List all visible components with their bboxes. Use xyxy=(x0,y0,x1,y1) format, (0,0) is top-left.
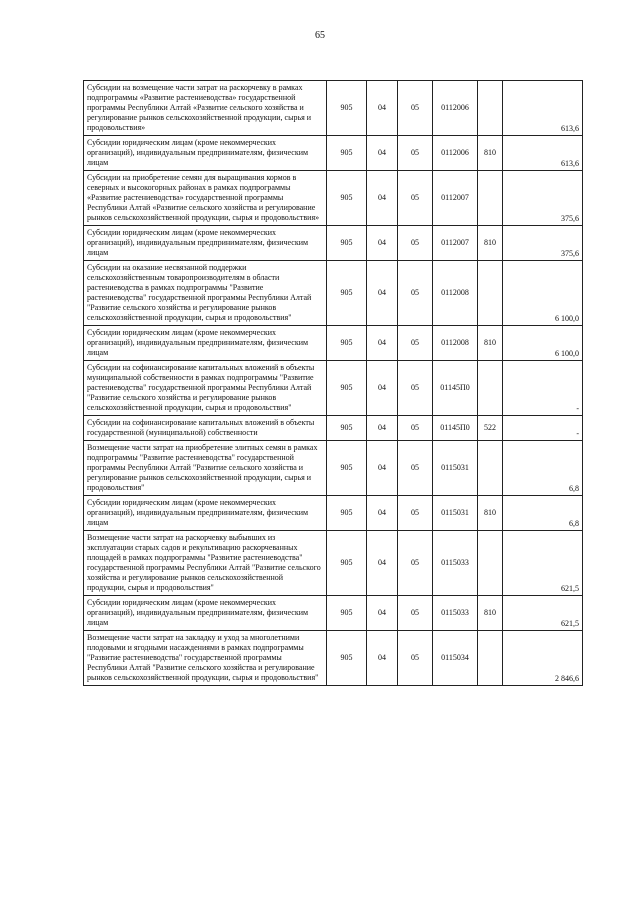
expense-type-code: 810 xyxy=(478,226,503,261)
target-article-code: 0112008 xyxy=(433,326,478,361)
ministry-code: 905 xyxy=(327,416,367,441)
subsection-code: 05 xyxy=(398,361,433,416)
subsection-code: 05 xyxy=(398,226,433,261)
item-name: Субсидии юридическим лицам (кроме некоммерческих организаций), индивидуальным предпринимателям, физическим лицам xyxy=(84,226,327,261)
expense-type-code: 810 xyxy=(478,136,503,171)
expense-type-code xyxy=(478,361,503,416)
ministry-code: 905 xyxy=(327,531,367,596)
ministry-code: 905 xyxy=(327,81,367,136)
section-code: 04 xyxy=(367,596,398,631)
subsection-code: 05 xyxy=(398,631,433,686)
target-article-code: 0112008 xyxy=(433,261,478,326)
item-name: Субсидии на приобретение семян для выращивания кормов в северных и высокогорных районах в рамках подпрограммы «Развитие растениеводства» государственной программы Республики Алтай «Развитие сельского хозяйства и регулирование рынков сельскохозяйственной продукции, сырья и продовольствия» xyxy=(84,171,327,226)
item-name: Субсидии юридическим лицам (кроме некоммерческих организаций), индивидуальным предпринимателям, физическим лицам xyxy=(84,496,327,531)
ministry-code: 905 xyxy=(327,361,367,416)
expense-type-code: 810 xyxy=(478,596,503,631)
amount: 375,6 xyxy=(503,171,583,226)
section-code: 04 xyxy=(367,136,398,171)
amount: 2 846,6 xyxy=(503,631,583,686)
amount: 613,6 xyxy=(503,81,583,136)
table-row xyxy=(84,261,583,326)
section-code: 04 xyxy=(367,416,398,441)
amount: 6,8 xyxy=(503,441,583,496)
item-name: Субсидии на оказание несвязанной поддержки сельскохозяйственным товаропроизводителям в области растениеводства в рамках подпрограммы "Развитие растениеводства" государственной программы Республики Алтай "Развитие сельского хозяйства и регулирование рынков сельскохозяйственной продукции, сырья и продовольствия" xyxy=(84,261,327,326)
expense-type-code xyxy=(478,171,503,226)
amount: 375,6 xyxy=(503,226,583,261)
item-name: Субсидии на софинансирование капитальных вложений в объекты государственной (муниципальной) собственности xyxy=(84,416,327,441)
section-code: 04 xyxy=(367,361,398,416)
ministry-code: 905 xyxy=(327,136,367,171)
amount: 621,5 xyxy=(503,531,583,596)
section-code: 04 xyxy=(367,496,398,531)
amount: 6 100,0 xyxy=(503,261,583,326)
section-code: 04 xyxy=(367,441,398,496)
ministry-code: 905 xyxy=(327,631,367,686)
subsection-code: 05 xyxy=(398,416,433,441)
item-name: Субсидии на софинансирование капитальных вложений в объекты муниципальной собственности в рамках подпрограммы "Развитие растениеводства" государственной программы Республики Алтай "Развитие сельского хозяйства и регулирование рынков сельскохозяйственной продукции, сырья и продовольствия" xyxy=(84,361,327,416)
table-row xyxy=(84,596,583,631)
target-article-code: 0115031 xyxy=(433,496,478,531)
amount: - xyxy=(503,361,583,416)
target-article-code: 0112006 xyxy=(433,136,478,171)
amount: 613,6 xyxy=(503,136,583,171)
ministry-code: 905 xyxy=(327,441,367,496)
budget-table xyxy=(83,80,583,686)
target-article-code: 0115033 xyxy=(433,531,478,596)
subsection-code: 05 xyxy=(398,171,433,226)
target-article-code: 0112006 xyxy=(433,81,478,136)
target-article-code: 0112007 xyxy=(433,226,478,261)
amount: 6 100,0 xyxy=(503,326,583,361)
table-row xyxy=(84,361,583,416)
table-row xyxy=(84,171,583,226)
table-row xyxy=(84,531,583,596)
amount: 6,8 xyxy=(503,496,583,531)
target-article-code: 0112007 xyxy=(433,171,478,226)
ministry-code: 905 xyxy=(327,261,367,326)
amount: 621,5 xyxy=(503,596,583,631)
table-row xyxy=(84,226,583,261)
ministry-code: 905 xyxy=(327,596,367,631)
subsection-code: 05 xyxy=(398,596,433,631)
item-name: Субсидии на возмещение части затрат на раскорчевку в рамках подпрограммы «Развитие растениеводства» государственной программы Республики Алтай «Развитие сельского хозяйства и регулирование рынков сельскохозяйственной продукции, сырья и продовольствия» xyxy=(84,81,327,136)
table-row xyxy=(84,441,583,496)
expense-type-code xyxy=(478,81,503,136)
table-row xyxy=(84,81,583,136)
ministry-code: 905 xyxy=(327,171,367,226)
item-name: Субсидии юридическим лицам (кроме некоммерческих организаций), индивидуальным предпринимателям, физическим лицам xyxy=(84,326,327,361)
section-code: 04 xyxy=(367,631,398,686)
table-row xyxy=(84,496,583,531)
item-name: Возмещение части затрат на закладку и уход за многолетними плодовыми и ягодными насаждениями в рамках подпрограммы "Развитие растениеводства" государственной программы Республики Алтай "Развитие сельского хозяйства и регулирование рынков сельскохозяйственной продукции, сырья и продовольствия" xyxy=(84,631,327,686)
item-name: Субсидии юридическим лицам (кроме некоммерческих организаций), индивидуальным предпринимателям, физическим лицам xyxy=(84,596,327,631)
subsection-code: 05 xyxy=(398,531,433,596)
ministry-code: 905 xyxy=(327,326,367,361)
item-name: Возмещение части затрат на раскорчевку выбывших из эксплуатации старых садов и рекультивацию раскорчеванных площадей в рамках подпрограммы "Развитие растениеводства" государственной программы Республики Алтай "Развитие сельского хозяйства и регулирование рынков сельскохозяйственной продукции, сырья и продовольствия" xyxy=(84,531,327,596)
subsection-code: 05 xyxy=(398,261,433,326)
subsection-code: 05 xyxy=(398,441,433,496)
item-name: Возмещение части затрат на приобретение элитных семян в рамках подпрограммы "Развитие растениеводства" государственной программы Республики Алтай "Развитие сельского хозяйства и регулирование рынков сельскохозяйственной продукции, сырья и продовольствия" xyxy=(84,441,327,496)
target-article-code: 01145П0 xyxy=(433,361,478,416)
amount: - xyxy=(503,416,583,441)
section-code: 04 xyxy=(367,326,398,361)
section-code: 04 xyxy=(367,81,398,136)
page-number: 65 xyxy=(315,30,325,41)
table-row xyxy=(84,326,583,361)
target-article-code: 0115031 xyxy=(433,441,478,496)
subsection-code: 05 xyxy=(398,326,433,361)
section-code: 04 xyxy=(367,261,398,326)
ministry-code: 905 xyxy=(327,496,367,531)
subsection-code: 05 xyxy=(398,136,433,171)
target-article-code: 01145П0 xyxy=(433,416,478,441)
section-code: 04 xyxy=(367,171,398,226)
table-row xyxy=(84,416,583,441)
item-name: Субсидии юридическим лицам (кроме некоммерческих организаций), индивидуальным предпринимателям, физическим лицам xyxy=(84,136,327,171)
subsection-code: 05 xyxy=(398,81,433,136)
expense-type-code: 810 xyxy=(478,496,503,531)
expense-type-code: 810 xyxy=(478,326,503,361)
target-article-code: 0115034 xyxy=(433,631,478,686)
expense-type-code xyxy=(478,441,503,496)
table-row xyxy=(84,631,583,686)
section-code: 04 xyxy=(367,226,398,261)
ministry-code: 905 xyxy=(327,226,367,261)
table-row xyxy=(84,136,583,171)
expense-type-code xyxy=(478,531,503,596)
expense-type-code xyxy=(478,631,503,686)
target-article-code: 0115033 xyxy=(433,596,478,631)
expense-type-code: 522 xyxy=(478,416,503,441)
section-code: 04 xyxy=(367,531,398,596)
expense-type-code xyxy=(478,261,503,326)
subsection-code: 05 xyxy=(398,496,433,531)
